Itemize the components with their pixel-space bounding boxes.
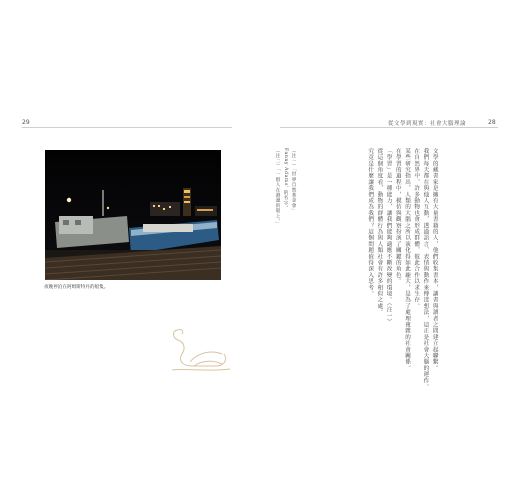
paragraph: 文學的藏書家是擁有大量書籍的人，他們收集書本，讓書與讀者之間建立起聯繫。 [431, 148, 438, 372]
paragraph: 究竟是什麼讓我們成為我們？這個問題值得深入思考。 [367, 148, 374, 297]
header-rule-left [22, 127, 232, 128]
paragraph: 在自然界中，許多動物也會形成群體，彼此合作以求生存。 [413, 148, 420, 310]
photo-caption: 夜晚停泊在阿姆斯特丹的船隻。 [44, 285, 109, 290]
footnotes [273, 148, 297, 358]
paragraph: 在學習的過程中，模仿與觀察扮演了關鍵的角色。 [394, 148, 401, 285]
header-rule-right [280, 127, 498, 128]
swan-line-drawing-icon [168, 322, 232, 376]
body-text [365, 148, 439, 398]
paragraph: 從這個角度看，動物的群體行為與人類社會有許多相似之處。 [376, 148, 383, 316]
running-head: 從文學到現實：社會大腦理論 [388, 121, 467, 127]
night-harbor-photo [45, 150, 221, 280]
footnote: （注一）「世界自然基金會」 [291, 148, 296, 214]
paragraph: 某些研究指出，人類的大腦之所以演化得如此龐大，是為了處理複雜的社會關係。 [404, 148, 411, 372]
paragraph: 我們每天都在與他人互動，透過語言、表情與動作來傳達想法，這正是社會大腦的運作。 [422, 148, 429, 390]
paragraph: 「學習」是一種能力，讓我們能夠適應不斷改變的環境。（注一） [385, 148, 392, 325]
page-number-left: 29 [22, 119, 30, 126]
footnote: Fanny Adams' 的名字。 [283, 148, 288, 211]
footnote: （注二）「一群人在港邊的船上。」 [275, 148, 280, 227]
page-number-right: 28 [488, 119, 496, 126]
